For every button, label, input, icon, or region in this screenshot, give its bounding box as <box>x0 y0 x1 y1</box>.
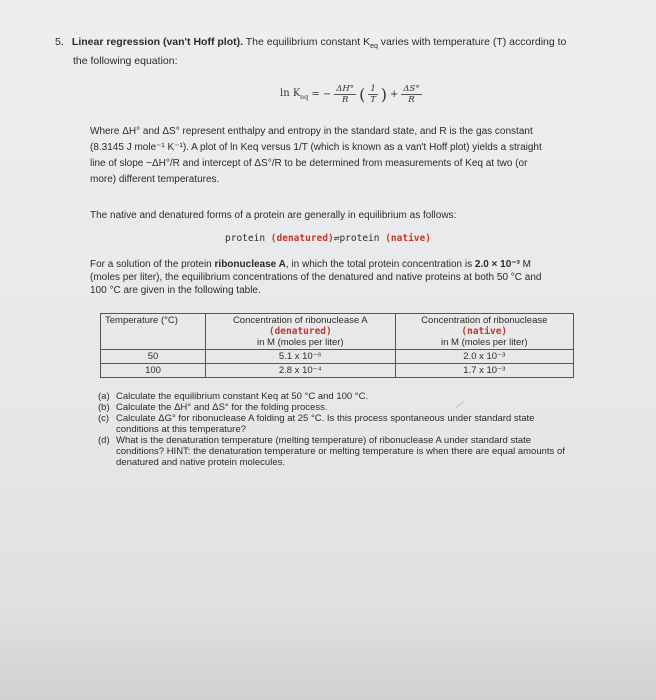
part-item: (a) Calculate the equilibrium constant Keq at 50 °C and 100 °C. <box>98 391 369 402</box>
equation-equals: = − <box>311 89 332 100</box>
page-shadow <box>0 600 656 700</box>
cell-denatured: 5.1 x 10⁻⁶ <box>206 350 396 364</box>
table-header-row <box>101 314 574 350</box>
explanation-line4: more) different temperatures. <box>90 174 220 185</box>
cell-native: 2.0 x 10⁻³ <box>395 350 573 364</box>
concentration-line3: 100 °C are given in the following table. <box>90 285 261 296</box>
question-intro: The equilibrium constant $K_{eq}$ varies with temperature (T) according to <box>245 36 567 51</box>
equation-enthalpy-fraction: $\frac{\Delta H^\circ}{R}$ <box>336 84 355 105</box>
concentration-paragraph <box>90 258 576 297</box>
question-intro-line2: the following equation: <box>73 55 178 68</box>
question-parts <box>98 391 578 468</box>
part-item: (c) Calculate ΔG° for ribonuclease A folding at 25 °C. Is this process spontaneous under standard state conditions at this temperature? <box>98 413 535 435</box>
equation-entropy-fraction: $\frac{\Delta S^\circ}{R}$ <box>403 84 420 105</box>
cell-denatured: 2.8 x 10⁻⁴ <box>206 364 396 378</box>
explanation-line3: line of slope −ΔH°/R and intercept of ΔS°/R to be determined from measurements of Keq at two (or <box>90 158 528 169</box>
concentration-line2: (moles per liter), the equilibrium concentrations of the denatured and native proteins at both 50 °C and <box>90 272 542 283</box>
question-title: Linear regression (van't Hoff plot). <box>71 36 244 48</box>
native-label: (native) <box>385 233 431 244</box>
table-row <box>101 364 574 378</box>
header-native: Concentration of ribonuclease (native) in M (moles per liter) <box>395 314 573 350</box>
explanation-paragraph <box>90 124 582 188</box>
cell-temp: 50 <box>101 350 206 364</box>
explanation-line2: (8.3145 J mole⁻¹ K⁻¹). A plot of ln Keq versus 1/T (which is known as a van't Hoff plot) yields a straight <box>90 142 542 153</box>
equation-lhs: $\ln K_{eq}$ <box>280 88 309 101</box>
concentration-table <box>100 313 574 378</box>
equation-plus: + <box>389 89 399 100</box>
denatured-label: (denatured) <box>270 233 334 244</box>
table-row <box>101 350 574 364</box>
header-denatured: Concentration of ribonuclease A (denatured) in M (moles per liter) <box>206 314 396 350</box>
question-number: 5. <box>55 36 64 48</box>
vant-hoff-equation: $\ln K_{eq}$ = − $\frac{\Delta H^\circ}{R}$ ( $\frac{1}{T}$ ) + $\frac{\Delta S^\circ}{R}$ <box>280 84 420 105</box>
equation-inverse-temp-fraction: $\frac{1}{T}$ <box>370 84 376 105</box>
part-item: (b) Calculate the ΔH° and ΔS° for the folding process. <box>98 402 328 413</box>
cell-temp: 100 <box>101 364 206 378</box>
explanation-line1: Where ΔH° and ΔS° represent enthalpy and entropy in the standard state, and R is the gas constant <box>90 126 533 137</box>
part-item: (d) What is the denaturation temperature (melting temperature) of ribonuclease A under standard state conditions? HINT: the denaturation temperature or melting temperature is when there are equal amounts of denatured and native protein molecules. <box>98 435 565 468</box>
concentration-line1: For a solution of the protein ribonuclease A, in which the total protein concentration is 2.0 × 10⁻³ M <box>90 259 531 270</box>
equilibrium-intro: The native and denatured forms of a protein are generally in equilibrium as follows: <box>90 210 457 221</box>
cell-native: 1.7 x 10⁻³ <box>395 364 573 378</box>
header-temperature: Temperature (°C) <box>101 314 206 350</box>
reaction-line: protein (denatured)⇌protein (native) <box>225 233 431 244</box>
question-header <box>55 35 615 68</box>
